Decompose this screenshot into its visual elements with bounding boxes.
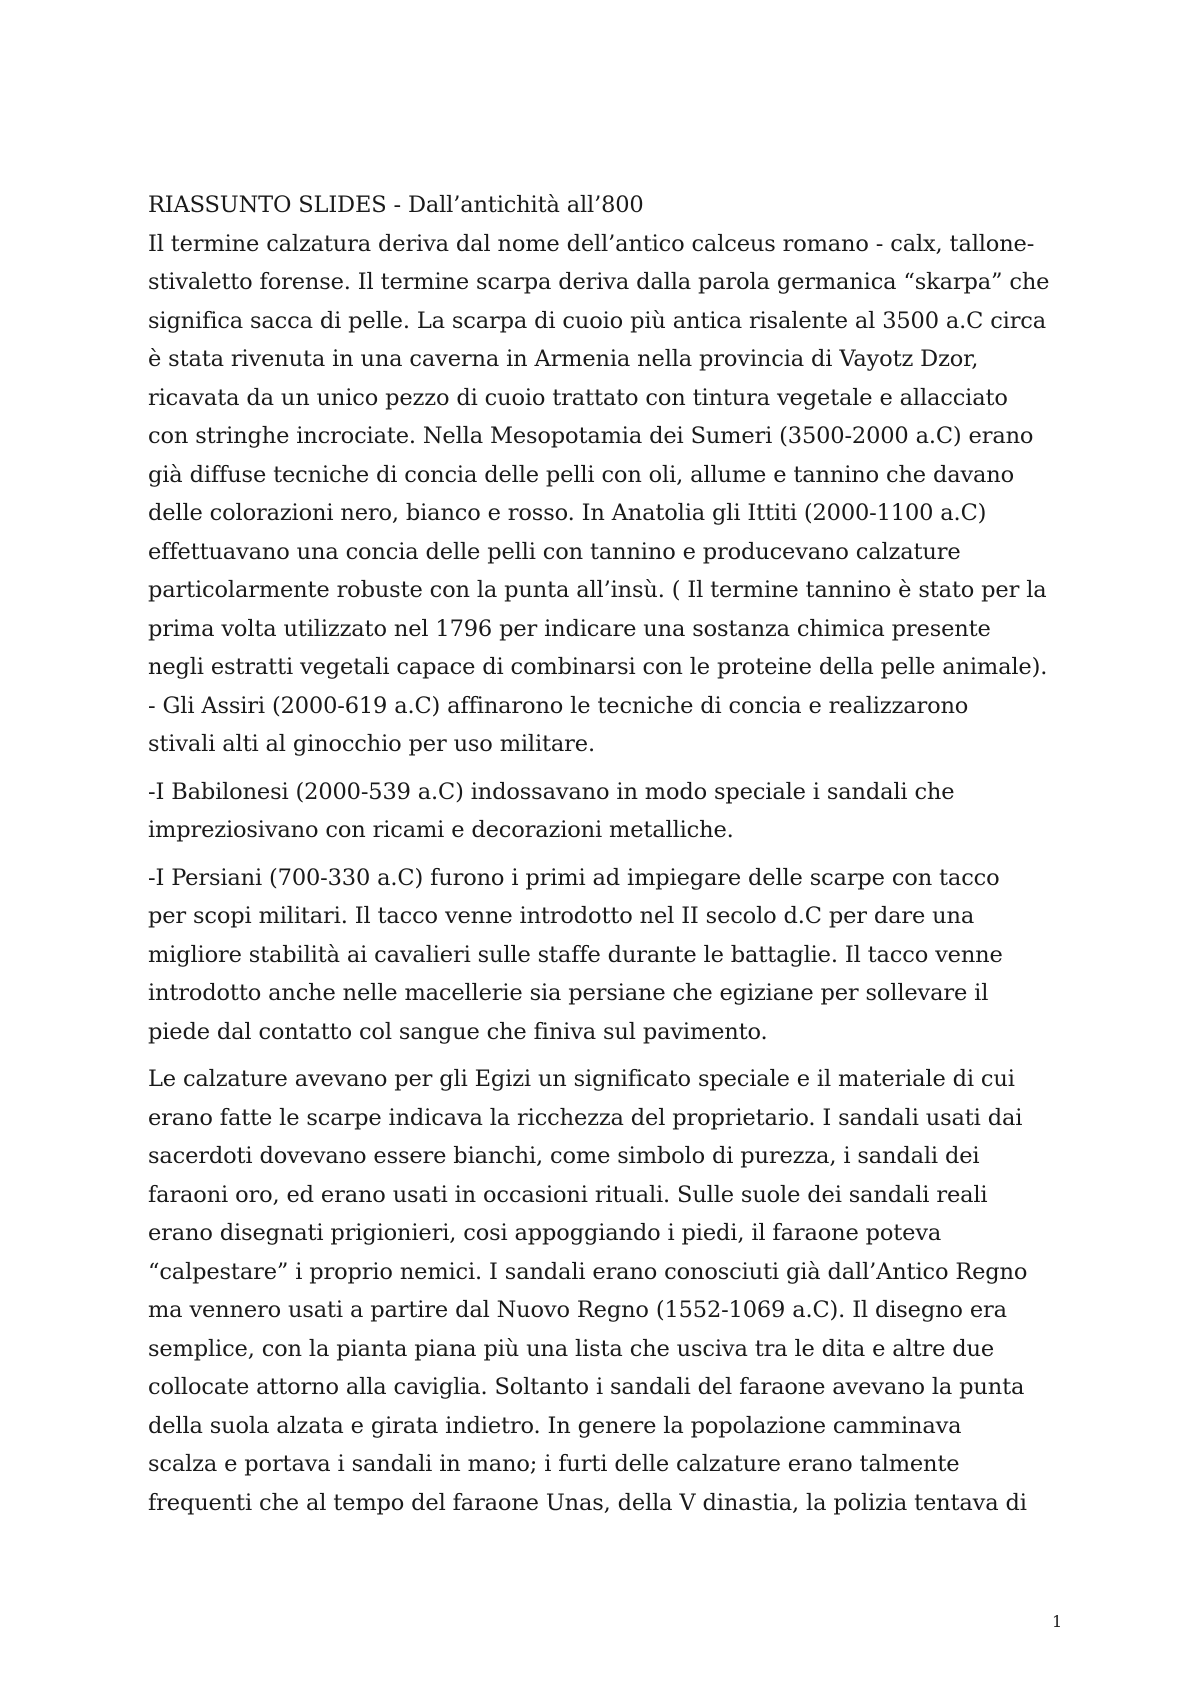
text-line: ma vennero usati a partire dal Nuovo Regno (1552-1069 a.C). Il disegno era xyxy=(148,1297,1007,1323)
text-line: piede dal contatto col sangue che finiva sul pavimento. xyxy=(148,1018,768,1045)
text-line: è stata rivenuta in una caverna in Armenia nella provincia di Vayotz Dzor, xyxy=(148,346,979,372)
text-line: impreziosivano con ricami e decorazioni metalliche. xyxy=(148,817,734,843)
text-line: - Gli Assiri (2000-619 a.C) affinarono le tecniche di concia e realizzarono xyxy=(148,692,969,719)
text-line: stivali alti al ginocchio per uso militare. xyxy=(148,731,595,757)
text-line: scalza e portava i sandali in mano; i furti delle calzature erano talmente xyxy=(148,1451,960,1477)
text-line: effettuavano una concia delle pelli con tannino e producevano calzature xyxy=(148,538,961,565)
text-line: sacerdoti dovevano essere bianchi, come simbolo di purezza, i sandali dei xyxy=(148,1143,980,1169)
text-line: -I Babilonesi (2000-539 a.C) indossavano in modo speciale i sandali che xyxy=(148,778,955,805)
text-line: per scopi militari. Il tacco venne introdotto nel II secolo d.C per dare una xyxy=(148,903,975,929)
page-number: 1 xyxy=(1052,1612,1063,1631)
text-line: collocate attorno alla caviglia. Soltanto i sandali del faraone avevano la punta xyxy=(148,1374,1025,1400)
text-line: migliore stabilità ai cavalieri sulle staffe durante le battaglie. Il tacco venne xyxy=(148,941,1003,968)
document-title: RIASSUNTO SLIDES - Dall’antichità all’800 xyxy=(148,192,644,218)
text-line: già diffuse tecniche di concia delle pelli con oli, allume e tannino che davano xyxy=(148,461,1015,488)
paragraph-4 xyxy=(148,1060,1078,1522)
text-line: introdotto anche nelle macellerie sia persiane che egiziane per sollevare il xyxy=(148,980,989,1006)
document-body xyxy=(148,186,1078,1522)
text-line: semplice, con la pianta piana più una lista che usciva tra le dita e altre due xyxy=(148,1335,995,1362)
text-line: significa sacca di pelle. La scarpa di cuoio più antica risalente al 3500 a.C circa xyxy=(148,307,1047,334)
text-line: particolarmente robuste con la punta all’insù. ( Il termine tannino è stato per la xyxy=(148,577,1047,603)
text-line: “calpestare” i proprio nemici. I sandali erano conosciuti già dall’Antico Regno xyxy=(148,1258,1028,1285)
paragraph-3 xyxy=(148,859,1078,1052)
text-line: prima volta utilizzato nel 1796 per indicare una sostanza chimica presente xyxy=(148,615,991,642)
text-line: faraoni oro, ed erano usati in occasioni rituali. Sulle suole dei sandali reali xyxy=(148,1181,988,1208)
text-line: delle colorazioni nero, bianco e rosso. In Anatolia gli Ittiti (2000-1100 a.C) xyxy=(148,500,987,526)
text-line: negli estratti vegetali capace di combinarsi con le proteine della pelle animale). xyxy=(148,654,1048,680)
text-line: con stringhe incrociate. Nella Mesopotamia dei Sumeri (3500-2000 a.C) erano xyxy=(148,423,1034,449)
text-line: Il termine calzatura deriva dal nome dell’antico calceus romano - calx, tallone- xyxy=(148,230,1035,257)
text-line: erano disegnati prigionieri, cosi appoggiando i piedi, il faraone poteva xyxy=(148,1220,942,1246)
text-line: della suola alzata e girata indietro. In genere la popolazione camminava xyxy=(148,1412,962,1439)
text-line: -I Persiani (700-330 a.C) furono i primi ad impiegare delle scarpe con tacco xyxy=(148,864,1000,891)
paragraph-1 xyxy=(148,225,1078,764)
paragraph-2 xyxy=(148,773,1078,850)
text-line: Le calzature avevano per gli Egizi un significato speciale e il materiale di cui xyxy=(148,1066,1015,1092)
text-line: frequenti che al tempo del faraone Unas, della V dinastia, la polizia tentava di xyxy=(148,1489,1027,1516)
text-line: ricavata da un unico pezzo di cuoio trattato con tintura vegetale e allacciato xyxy=(148,384,1008,411)
text-line: erano fatte le scarpe indicava la ricchezza del proprietario. I sandali usati dai xyxy=(148,1104,1023,1131)
text-line: stivaletto forense. Il termine scarpa deriva dalla parola germanica “skarpa” che xyxy=(148,269,1050,295)
